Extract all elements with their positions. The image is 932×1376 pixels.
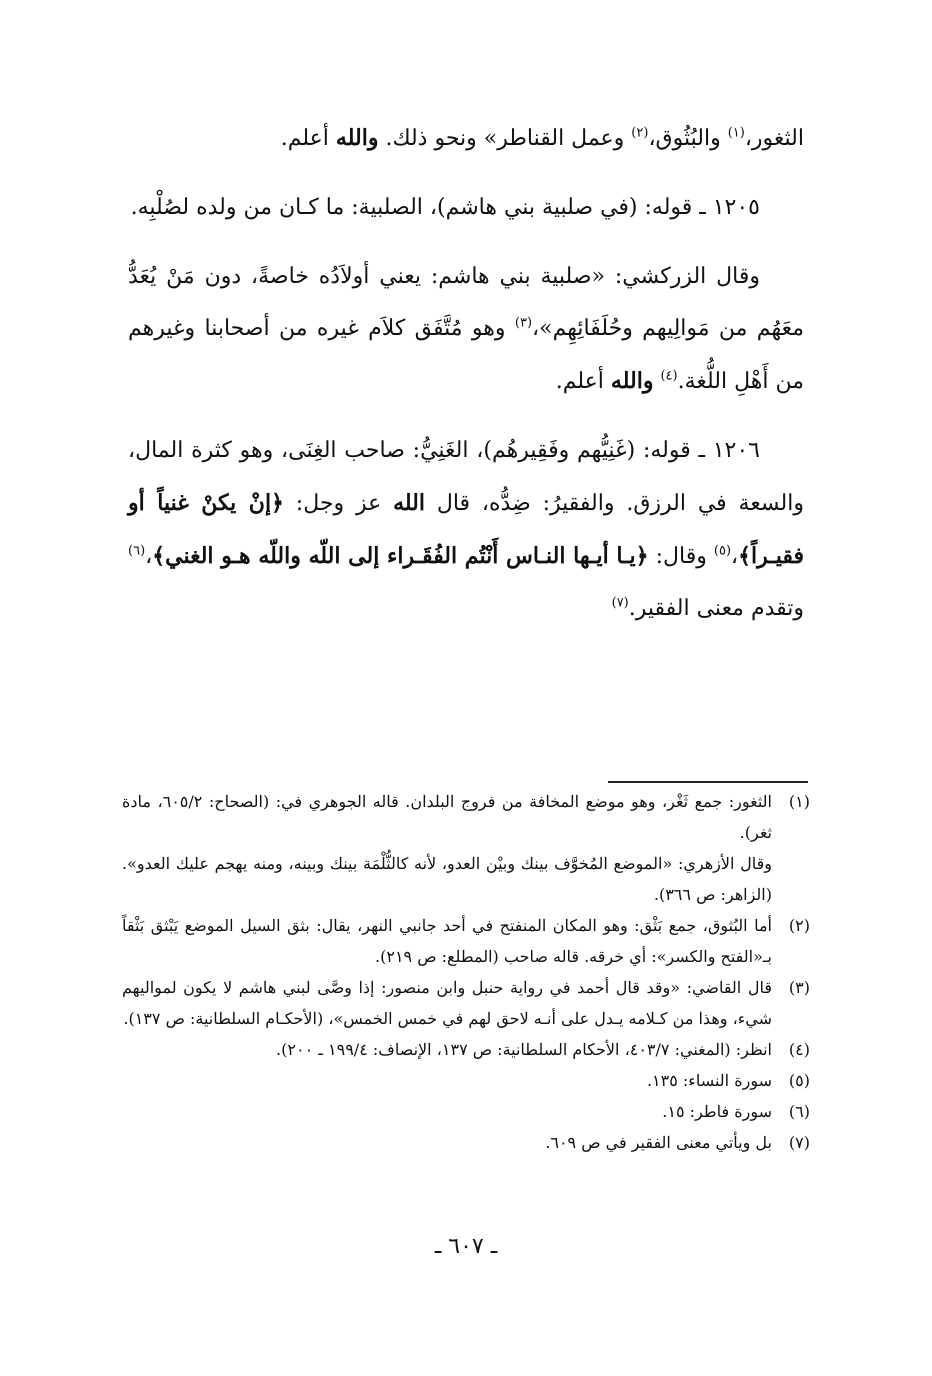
paragraph-zarkashi — [128, 251, 804, 408]
text-segment: ١٢٠٥ ـ قوله: (في صلبية بني هاشم)، الصلبية: ما كـان من ولده لصُلْبِه. — [130, 195, 760, 220]
footnote-ref-2[interactable]: (٢) — [631, 125, 649, 141]
footnotes-section — [122, 786, 810, 1158]
footnote-ref-6[interactable]: (٦) — [128, 543, 146, 559]
footnote-ref-4[interactable]: (٤) — [660, 368, 678, 384]
footnote-ref-5[interactable]: (٥) — [713, 543, 732, 559]
divine-name: والله — [335, 125, 379, 151]
text-segment: وتقدم معنى الفقير. — [628, 596, 804, 621]
footnote-text: بل ويأتي معنى الفقير في ص ٦٠٩. — [545, 1133, 772, 1152]
text-segment: الثغور، — [744, 126, 804, 151]
footnote-4 — [122, 1034, 810, 1065]
text-segment: ، — [731, 544, 739, 569]
footnote-number: (٣) — [788, 978, 810, 997]
footnote-number: (٧) — [788, 1133, 810, 1152]
footnote-number: (٤) — [788, 1040, 810, 1059]
text-segment: وقال: — [648, 544, 714, 569]
footnote-text: سورة النساء: ١٣٥. — [646, 1071, 772, 1090]
entry-1205 — [128, 182, 804, 234]
divine-name: والله — [610, 368, 654, 394]
footnote-5 — [122, 1065, 810, 1096]
footnote-number: (٥) — [788, 1071, 810, 1090]
text-segment: عز وجل: — [283, 491, 394, 516]
text-segment: والبُثُوق، — [648, 126, 728, 151]
footnote-ref-3[interactable]: (٣) — [514, 315, 533, 331]
footnote-2 — [122, 910, 810, 972]
footnote-text: انظر: (المغني: ٤٠٣/٧، الأحكام السلطانية: ص ١٣٧، الإنصاف: ١٩٩/٤ ـ ٢٠٠). — [276, 1040, 772, 1059]
footnote-3 — [122, 972, 810, 1034]
quran-quote: ﴿يـا أيـها النـاس أَنْتُم الفُقَـراء إلى اللّه واللّه هـو الغني﴾ — [152, 543, 649, 569]
footnote-text: الثغور: جمع ثَغْر، وهو موضع المخافة من فروج البلدان. قاله الجوهري في: (الصحاح: ٦٠٥/٢، مادة ثغر). — [122, 792, 773, 842]
footnote-number: (٦) — [788, 1102, 810, 1121]
footnote-separator — [608, 781, 808, 783]
footnote-ref-1[interactable]: (١) — [727, 125, 745, 141]
footnote-number: (١) — [788, 792, 810, 811]
text-segment: ١٢٠٦ ـ قوله: (غَنِيُّهم وفَقِيرهُم)، الغَنِيُّ: صاحب الغِنَى، وهو كثرة المال، والسعة في الرزق. والفقيرُ: ضِدُّه، قال — [128, 438, 804, 516]
paragraph-continuation — [128, 112, 804, 165]
footnote-ref-7[interactable]: (٧) — [611, 595, 629, 611]
footnote-text: أما البُثوق، جمع بَثْق: وهو المكان المنفتح في أحد جانبي النهر، يقال: بثق السيل الموضع يَبْثق بَثْقاً بـ«الفتح والكسر»: أي خرقه. قاله صاحب (المطلع: ص ٢١٩). — [122, 916, 772, 966]
footnote-1 — [122, 786, 810, 910]
text-segment: ، — [145, 544, 153, 569]
divine-name: الله — [393, 490, 425, 516]
text-segment: أعلم. — [555, 369, 611, 394]
text-segment: وقال الزركشي: «صلبية بني هاشم: يعني أولاَدُه خاصةً، دون مَنْ يُعَدُّ معَهُم من مَوالِيهم وحُلَفَائِهِم»، — [128, 264, 804, 341]
entry-1206 — [128, 425, 804, 635]
main-text — [128, 112, 804, 652]
footnote-6 — [122, 1096, 810, 1127]
page-number: ـ ٦٠٧ ـ — [434, 1234, 498, 1259]
text-segment: أعلم. — [280, 126, 336, 151]
text-segment: وعمل القناطر» ونحو ذلك. — [378, 126, 632, 151]
quran-quote: ﴿إنْ يكنْ غنياً أو فقيـراً﴾ — [128, 490, 804, 569]
footnote-number: (٢) — [788, 916, 810, 935]
footnote-text: قال القاضي: «وقد قال أحمد في رواية حنبل وابن منصور: إذا وصَّى لبني هاشم لا يكون لمواليهم شيء، وهذا من كـلامه يـدل على أنـه لاحق لهم في خمس الخمس»، (الأحكـام السلطانية: ص ١٣٧). — [122, 978, 772, 1028]
footnote-text: سورة فاطر: ١٥. — [662, 1102, 772, 1121]
text-segment: وهو مُتَّفَق كلاَم غيره من أصحابنا وغيرهم من أَهْلِ اللُّغة. — [128, 316, 804, 394]
footnote-7 — [122, 1127, 810, 1158]
footnote-continuation: وقال الأزهري: «الموضع المُخوَّف بينك وبيْن العدو، لأنه كالثُّلْمَة بينك وبينه، ومنه يهجم عليك العدو». (الزاهر: ص ٣٦٦). — [122, 854, 772, 904]
